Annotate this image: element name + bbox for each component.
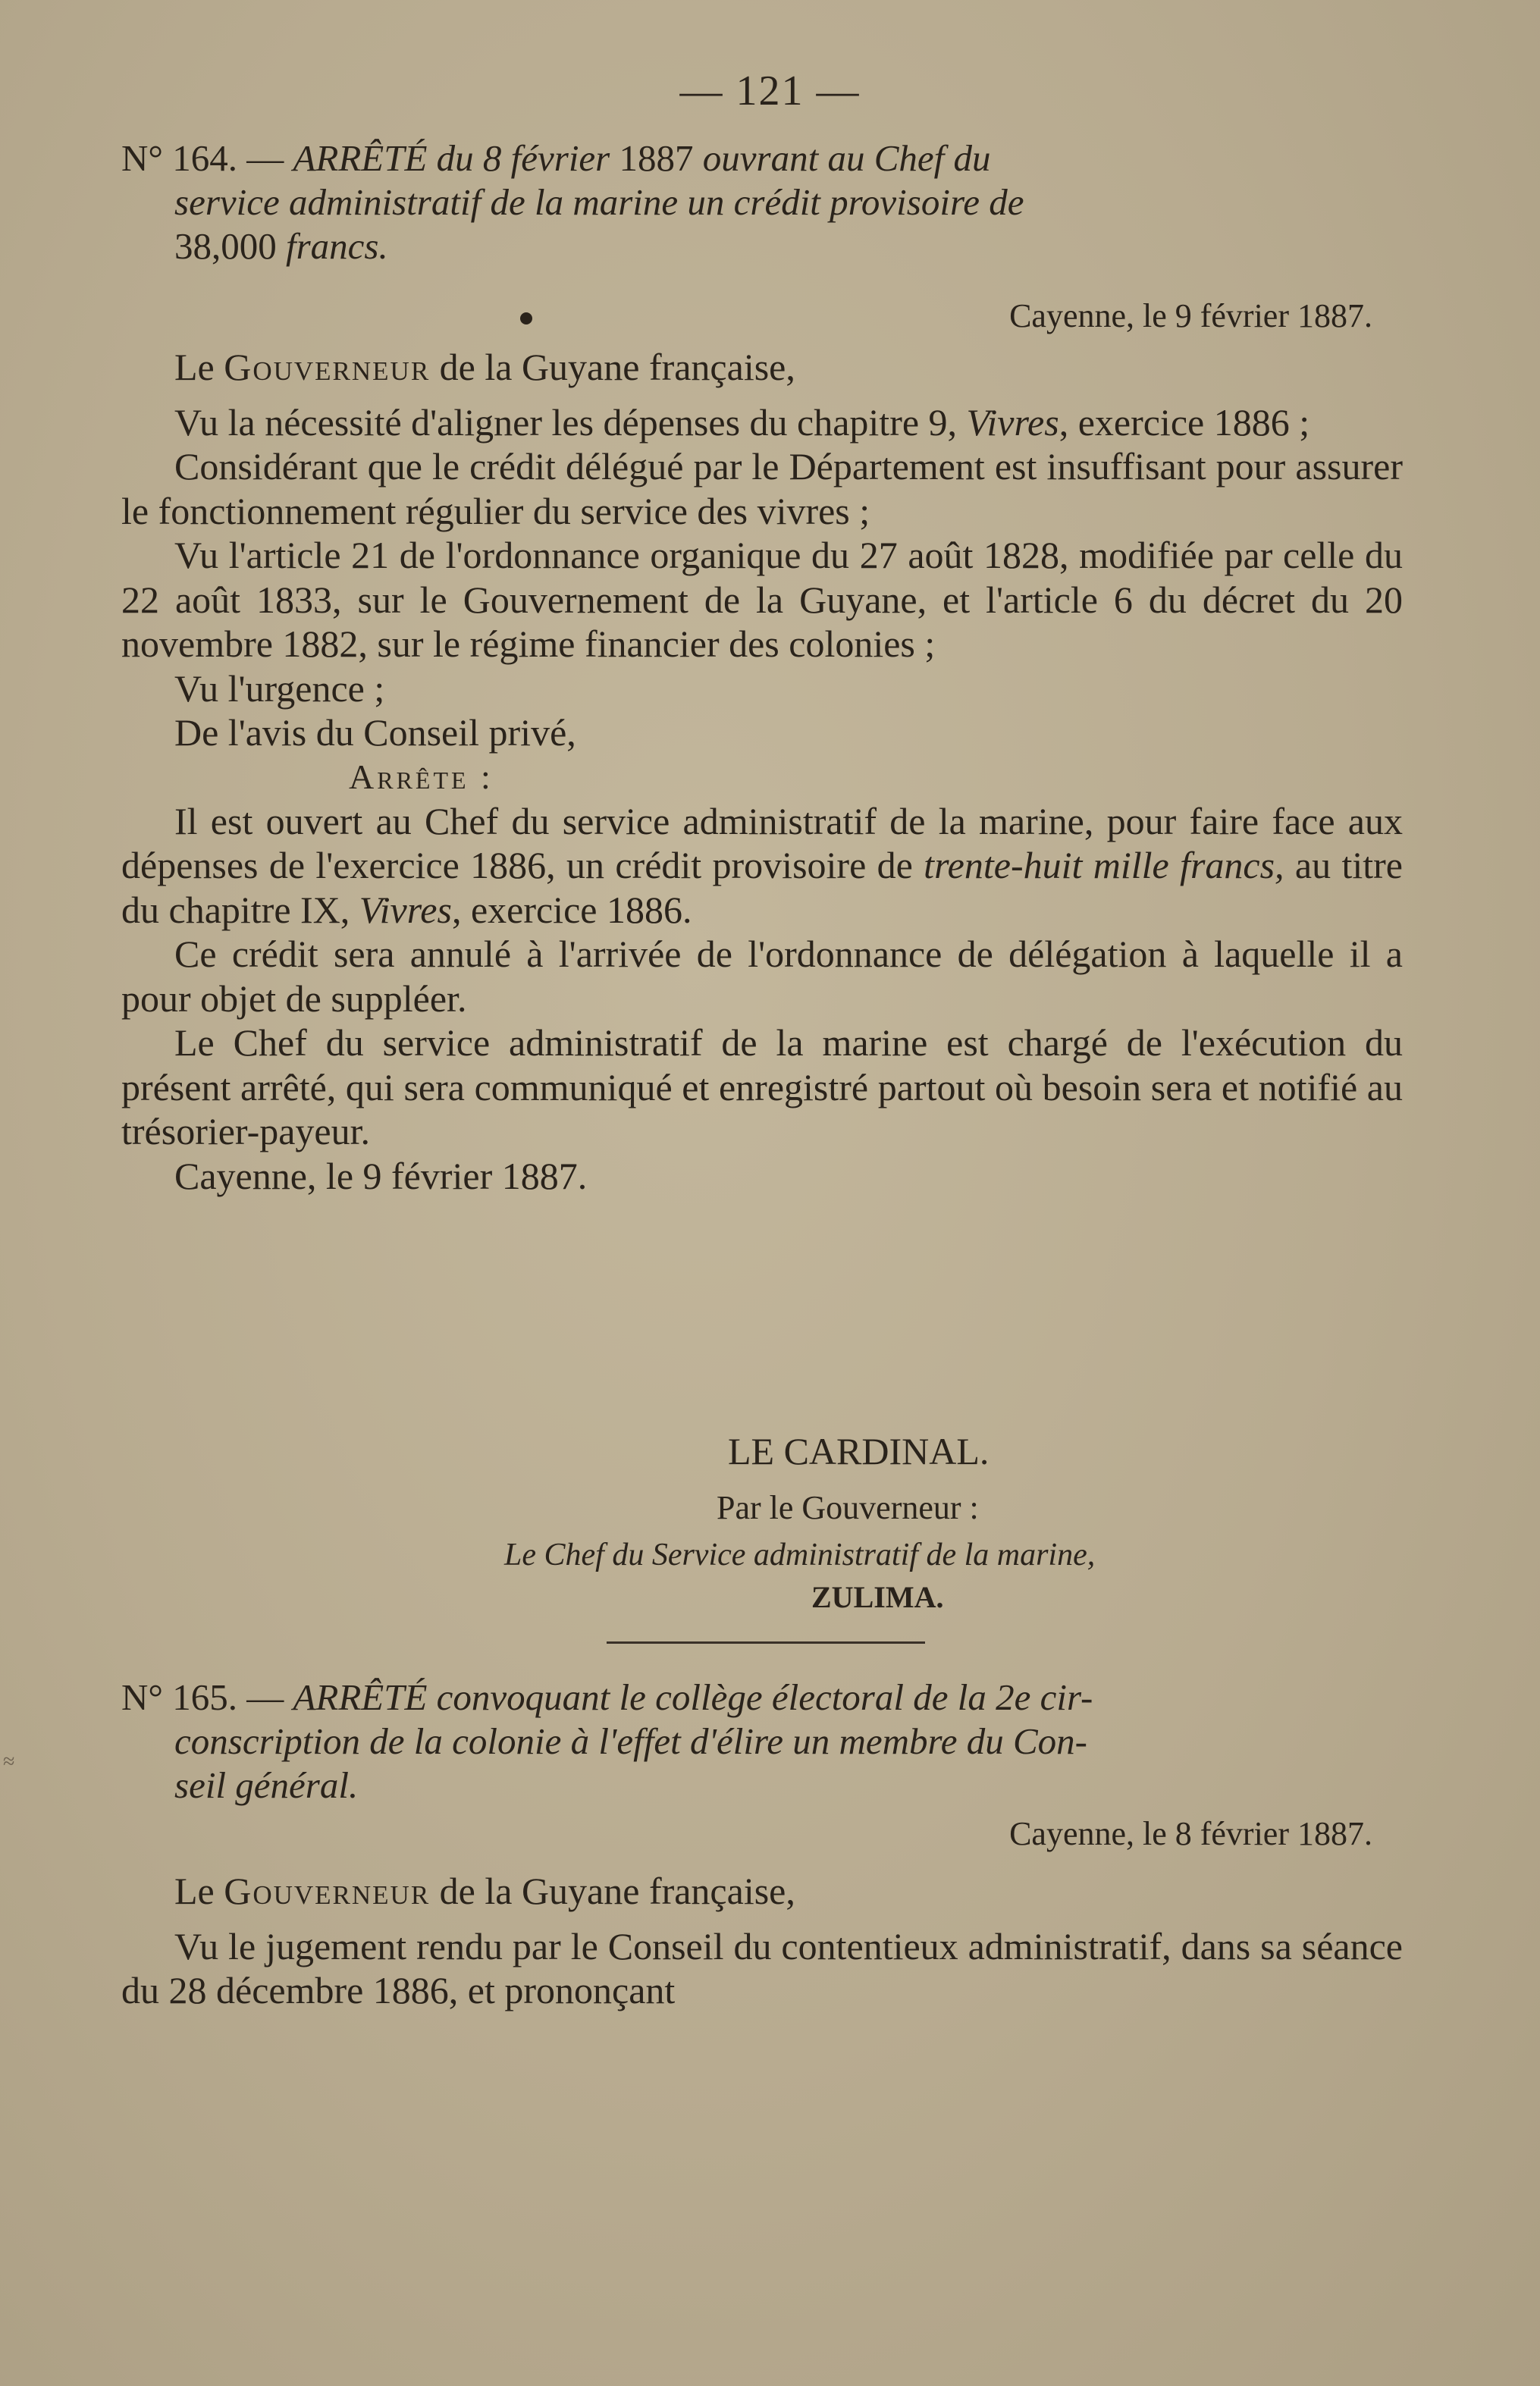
signature-block	[121, 1429, 1403, 1473]
heading-line	[121, 136, 1403, 268]
paragraph: Considérant que le crédit délégué par le Département est insuffisant pour assurer le fonctionnement régulier du service des vivres ;	[121, 445, 1403, 532]
governor-prefix: Le	[174, 1870, 224, 1912]
para-italic: Vivres	[359, 888, 452, 931]
chef-du-service: Le Chef du Service administratif de la marine,	[504, 1538, 1096, 1572]
arrete-label: Arrête :	[349, 757, 494, 796]
heading-continuation-2	[121, 224, 1403, 268]
governor-rest: de la Guyane française,	[430, 1870, 795, 1912]
signature: LE CARDINAL.	[728, 1430, 990, 1472]
paragraph	[121, 799, 1403, 933]
heading-amount: 38,000	[174, 225, 286, 267]
paragraph: De l'avis du Conseil privé,	[174, 711, 576, 754]
governor-title: Gouverneur	[224, 1870, 431, 1912]
section-165-heading	[121, 1676, 1403, 1808]
governor-rest: de la Guyane française,	[430, 346, 795, 388]
heading-title: ARRÊTÉ du 8 février	[293, 137, 610, 179]
governor-prefix: Le	[174, 346, 224, 388]
heading-rest: ouvrant au Chef du	[702, 137, 991, 179]
heading-line	[121, 1676, 1403, 1808]
zulima-signature: ZULIMA.	[811, 1580, 944, 1614]
paragraph: Vu l'article 21 de l'ordonnance organique du 27 août 1828, modifiée par celle du 22 août 1833, sur le Gouvernement de la Guyane, et l'article 6 du décret du 20 novembre 1882, sur le régime financier des colonies ;	[121, 534, 1403, 665]
dateline: Cayenne, le 9 février 1887.	[1009, 297, 1372, 334]
paragraph	[121, 400, 1403, 445]
chef-line	[121, 1533, 1403, 1577]
paragraph: Vu l'urgence ;	[174, 666, 385, 710]
governor-line	[121, 345, 1403, 390]
countersign-line	[121, 1486, 1403, 1530]
paragraph: Le Chef du service administratif de la marine est chargé de l'exécution du présent arrêté, qui sera communiqué et enregistré partout où besoin sera et notifié au trésorier-payeur.	[121, 1021, 1403, 1152]
heading-francs: francs.	[286, 225, 388, 267]
para-text: Vu la nécessité d'aligner les dépenses du chapitre 9,	[174, 400, 967, 444]
para-text: , exercice 1886.	[451, 888, 692, 931]
page-number: — 121 —	[679, 67, 861, 114]
heading-continuation-2: seil général.	[174, 1764, 359, 1806]
heading-continuation: conscription de la colonie à l'effet d'élire un membre du Con-	[174, 1720, 1087, 1762]
para-text: au titre du chapitre IX,	[121, 844, 1403, 931]
heading-number: N° 165. —	[121, 1676, 293, 1718]
heading-number: N° 164. —	[121, 137, 293, 179]
zulima-line	[121, 1576, 1403, 1619]
margin-mark: ≈	[3, 1750, 15, 1773]
section-165-body	[121, 1869, 1403, 2013]
governor-line	[121, 1869, 1403, 1914]
para-italic: trente-huit mille francs,	[924, 844, 1284, 886]
heading-year: 1887	[610, 137, 703, 179]
governor-title: Gouverneur	[224, 346, 431, 388]
closing-dateline: Cayenne, le 9 février 1887.	[174, 1154, 588, 1197]
heading-title: ARRÊTÉ convoquant le collège électoral de la 2e cir-	[293, 1676, 1093, 1718]
section-164-dateline	[121, 294, 1403, 338]
section-165-dateline	[121, 1812, 1403, 1856]
section-divider	[607, 1641, 925, 1644]
paragraph: Vu le jugement rendu par le Conseil du contentieux administratif, dans sa séance du 28 décembre 1886, et prononçant	[121, 1924, 1403, 2011]
dateline: Cayenne, le 8 février 1887.	[1009, 1815, 1372, 1852]
para-text: Il est ouvert au Chef du service administratif de la marine, pour faire face aux dépenses de l'exercice 1886, un crédit provisoire de	[121, 799, 1403, 886]
para-text: , exercice 1886 ;	[1059, 400, 1310, 444]
par-le-gouverneur: Par le Gouverneur :	[717, 1489, 979, 1526]
section-164-heading	[121, 136, 1403, 268]
paragraph: Ce crédit sera annulé à l'arrivée de l'ordonnance de délégation à laquelle il a pour objet de suppléer.	[121, 933, 1403, 1020]
para-italic: Vivres	[966, 400, 1059, 444]
section-164-body	[121, 345, 1403, 1198]
heading-continuation: service administratif de la marine un crédit provisoire de	[174, 181, 1024, 223]
